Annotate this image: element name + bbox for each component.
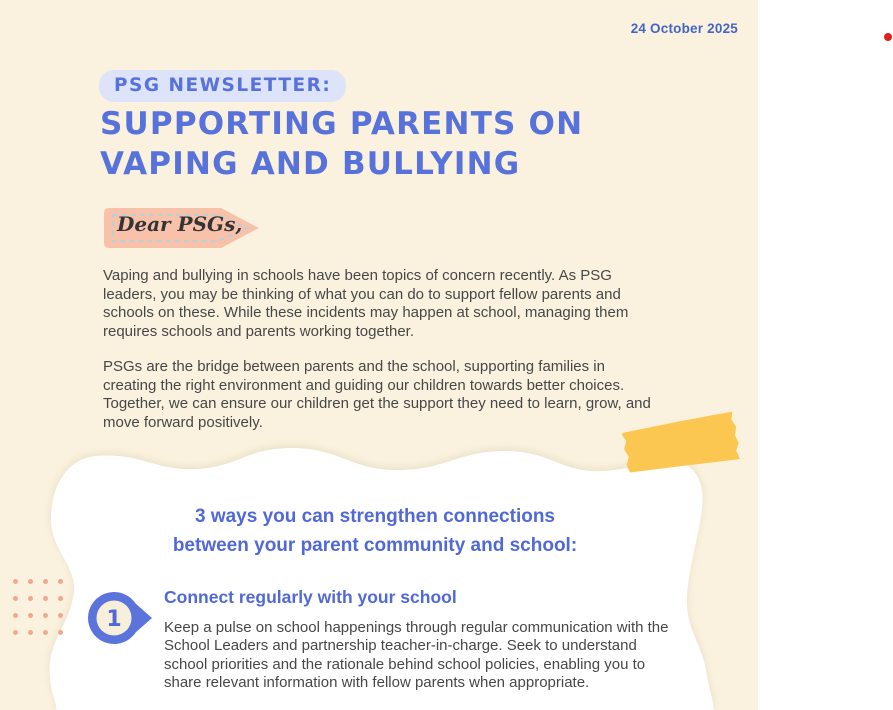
right-margin (758, 0, 893, 710)
feature-heading (150, 503, 600, 560)
kicker-pill (99, 70, 346, 102)
step-1-number: 1 (106, 607, 122, 632)
feature-heading-line2: between your parent community and school: (172, 534, 578, 556)
dot-grid (13, 579, 73, 647)
date: 24 October 2025 (630, 21, 738, 36)
kicker-label: PSG NEWSLETTER: (114, 75, 332, 96)
red-mark (884, 33, 892, 41)
page-title-line2: VAPING AND BULLYING (100, 146, 521, 182)
step-1-body: Keep a pulse on school happenings through regular communication with the School Leaders and partnership teacher-in-charge. Seek to understand school priorities and the rationale behind school policies, enabling you to share relevant information with fellow parents when appropriate. (164, 619, 669, 692)
step-1-marker (86, 590, 156, 646)
step-1-title: Connect regularly with your school (164, 587, 457, 607)
feature-heading-line1: 3 ways you can strengthen connections (194, 506, 556, 527)
intro-paragraph-1: Vaping and bullying in schools have been topics of concern recently. As PSG leaders, you may be thinking of what you can do to support fellow parents and schools on these. While these incidents may happen at school, managing them requires schools and parents working together. (103, 267, 629, 340)
intro-paragraph-2: PSGs are the bridge between parents and the school, supporting families in creating the right environment and guiding our children towards better choices. Together, we can ensure our children get the support they need to learn, grow, and move forward positively. (103, 358, 651, 431)
page-title (100, 104, 660, 184)
page-title-line1: SUPPORTING PARENTS ON (100, 106, 584, 142)
salutation-text: Dear PSGs, (117, 212, 243, 236)
